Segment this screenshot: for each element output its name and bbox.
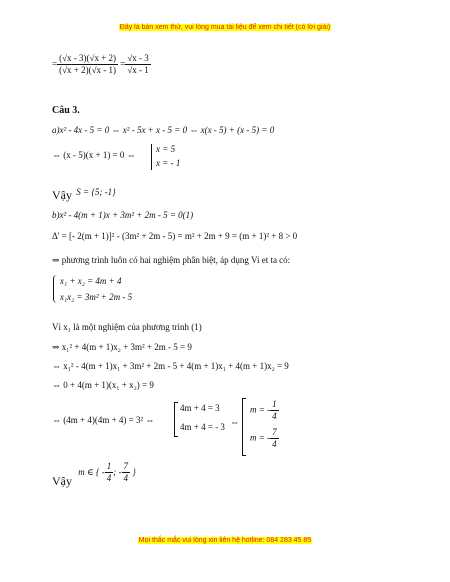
case-x-minus-1: x = - 1	[156, 158, 181, 168]
case-4m-plus-4-eq-3: 4m + 4 = 3	[180, 403, 220, 413]
step-4-bracket	[174, 402, 178, 437]
case-4m-plus-4-eq-neg-3: 4m + 4 = - 3	[180, 422, 225, 432]
equivalence-arrow: ⇔	[230, 417, 239, 427]
conclusion-a: Vậy S = {5; -1}	[52, 187, 116, 202]
vieta-product: x₁x₂ = 3m² + 2m - 5	[60, 292, 133, 302]
m-values-bracket	[242, 398, 246, 456]
step-3: ⇔ 0 + 4(m + 1)(x₁ + x₂) = 9	[52, 380, 154, 390]
root-statement: Vì x₁ là một nghiệm của phương trình (1)	[52, 322, 202, 332]
step-2: ⇔ x₁² - 4(m + 1)x₁ + 3m² + 2m - 5 + 4(m + 1)x₁ + 4(m + 1)x₂ = 9	[52, 361, 289, 371]
two-roots-statement: ⇒ phương trình luôn có hai nghiệm phân biệt, áp dụng Vi et ta có:	[52, 255, 291, 265]
discriminant-line: Δ' = [- 2(m + 1)]² - (3m² + 2m - 5) = m² + 2m + 9 = (m + 1)² + 8 > 0	[52, 231, 298, 241]
part-b-equation: b)x² - 4(m + 1)x + 3m² + 2m - 5 = 0(1)	[52, 210, 194, 220]
bottom-banner: Mọi thắc mắc vui lòng xin liên hệ hotline: 084 283 45 85	[138, 537, 312, 544]
part-a-factored: ⇔ (x - 5)(x + 1) = 0 ⇔	[52, 150, 136, 160]
conclusion-b: Vậy m ∈ { - $\frac{1}{4}$ ; - $\frac{7}{4}$ }	[52, 461, 136, 488]
step-1: ⇒ x₁² + 4(m + 1)x₂ + 3m² + 2m - 5 = 9	[52, 342, 192, 352]
m-value-1: m = - $\frac{1}{4}$	[250, 399, 277, 421]
equation-1: = $\frac{(√x - 3)(√x + 2)}{(√x + 2)(√x - 1)}$ = $\frac{√x - 3}{√x - 1}$	[52, 53, 149, 75]
vieta-brace	[53, 275, 57, 303]
top-banner: Đây là bản xem thử, vui lòng mua tài liệu để xem chi tiết (có lời giải)	[119, 24, 331, 31]
question-3-heading: Câu 3.	[52, 105, 80, 116]
case-bracket	[151, 144, 152, 170]
case-x-5: x = 5	[156, 144, 176, 154]
step-4: ⇔ (4m + 4)(4m + 4) = 3² ⇔	[52, 415, 155, 425]
m-value-2: m = - $\frac{7}{4}$	[250, 427, 277, 449]
part-a-equation: a)x² - 4x - 5 = 0 ⇔ x² - 5x + x - 5 = 0 ⇔ x(x - 5) + (x - 5) = 0	[52, 125, 275, 135]
vieta-sum: x₁ + x₂ = 4m + 4	[60, 276, 122, 286]
